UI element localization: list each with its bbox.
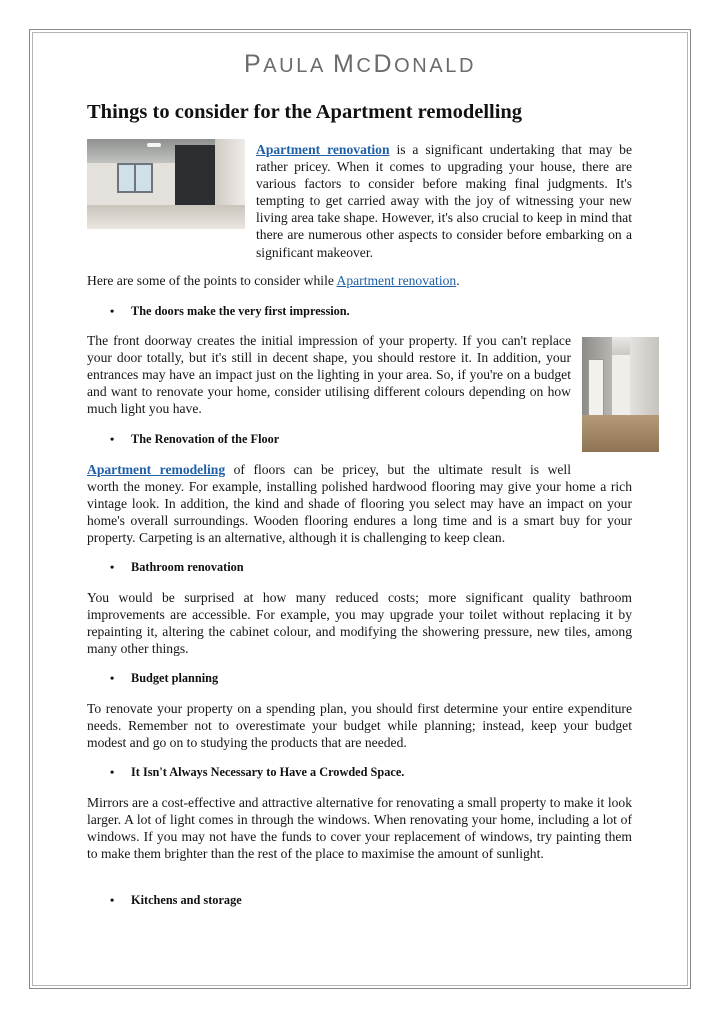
brand-logo: PAULA MCDONALD xyxy=(243,50,477,78)
bullet-heading-doors xyxy=(110,304,350,319)
points-intro-period: . xyxy=(456,273,460,288)
bullet-heading-budget xyxy=(110,671,218,686)
bullet-dot: • xyxy=(110,893,115,907)
bullet-dot: • xyxy=(110,671,115,685)
floor-first-line xyxy=(87,461,571,478)
bullet-heading-text: It Isn't Always Necessary to Have a Crowded Space. xyxy=(131,765,405,779)
floor-first-line-text: of floors can be pricey, but the ultimate result is well xyxy=(225,462,571,477)
doors-paragraph: The front doorway creates the initial impression of your property. If you can't replace your door totally, but it's still in decent shape, you should restore it. In addition, your entrances may have an impact just on the lighting in your area. So, if you're on a budget and want to renovate your home, consider utilising different colours depending on how much light you have. xyxy=(87,333,571,417)
bullet-dot: • xyxy=(110,765,115,779)
bullet-heading-space xyxy=(110,765,404,780)
bullet-heading-floor xyxy=(110,432,279,447)
points-intro xyxy=(87,272,632,289)
bathroom-paragraph: You would be surprised at how many reduced costs; more significant quality bathroom improvements are accessible. For example, you may upgrade your toilet without replacing it by repainting it, altering the cabinet colour, and modifying the showering pressure, new tiles, among many other things. xyxy=(87,590,632,657)
apartment-room-photo xyxy=(87,139,245,229)
page-title: Things to consider for the Apartment remodelling xyxy=(87,101,523,123)
bullet-heading-text: Kitchens and storage xyxy=(131,893,242,907)
apartment-remodeling-link[interactable]: Apartment remodeling xyxy=(87,462,226,477)
apartment-renovation-link-2[interactable]: Apartment renovation xyxy=(336,273,457,288)
bullet-heading-bathroom xyxy=(110,560,244,575)
bullet-heading-text: The doors make the very first impression. xyxy=(131,304,350,318)
bullet-dot: • xyxy=(110,560,115,574)
intro-paragraph xyxy=(256,141,632,261)
bullet-heading-text: Budget planning xyxy=(131,671,219,685)
apartment-renovation-link[interactable]: Apartment renovation xyxy=(256,142,390,157)
bullet-heading-text: Bathroom renovation xyxy=(131,560,244,574)
bullet-heading-kitchens xyxy=(110,893,242,908)
hallway-photo xyxy=(582,337,659,452)
points-intro-text: Here are some of the points to consider while xyxy=(87,273,337,288)
intro-text: is a significant undertaking that may be rather pricey. When it comes to upgrading your house, there are various factors to consider before making final judgments. It's tempting to get carried away with the joy of witnessing your new living area take shape. However, it's also crucial to keep in mind that there are numerous other aspects to consider before embarking on a significant makeover. xyxy=(256,142,632,260)
floor-paragraph: worth the money. For example, installing polished hardwood flooring may give your home a rich vintage look. In addition, the kind and shade of flooring you select may have an impact on your home's overall surroundings. Wooden flooring endures a long time and is a smart buy for your property. Carpeting is an alternative, although it is challenging to keep clean. xyxy=(87,479,632,546)
budget-paragraph: To renovate your property on a spending plan, you should first determine your entire expenditure needs. Remember not to overestimate your budget while planning; instead, keep your budget modest and go on to studying the products that are needed. xyxy=(87,701,632,751)
bullet-heading-text: The Renovation of the Floor xyxy=(131,432,280,446)
space-paragraph: Mirrors are a cost-effective and attractive alternative for renovating a small property to make it look larger. A lot of light comes in through the windows. When renovating your home, including a lot of windows. If you may not have the funds to cover your replacement of windows, try painting them to make them brighter than the rest of the place to maximise the amount of sunlight. xyxy=(87,795,632,862)
bullet-dot: • xyxy=(110,304,115,318)
bullet-dot: • xyxy=(110,432,115,446)
